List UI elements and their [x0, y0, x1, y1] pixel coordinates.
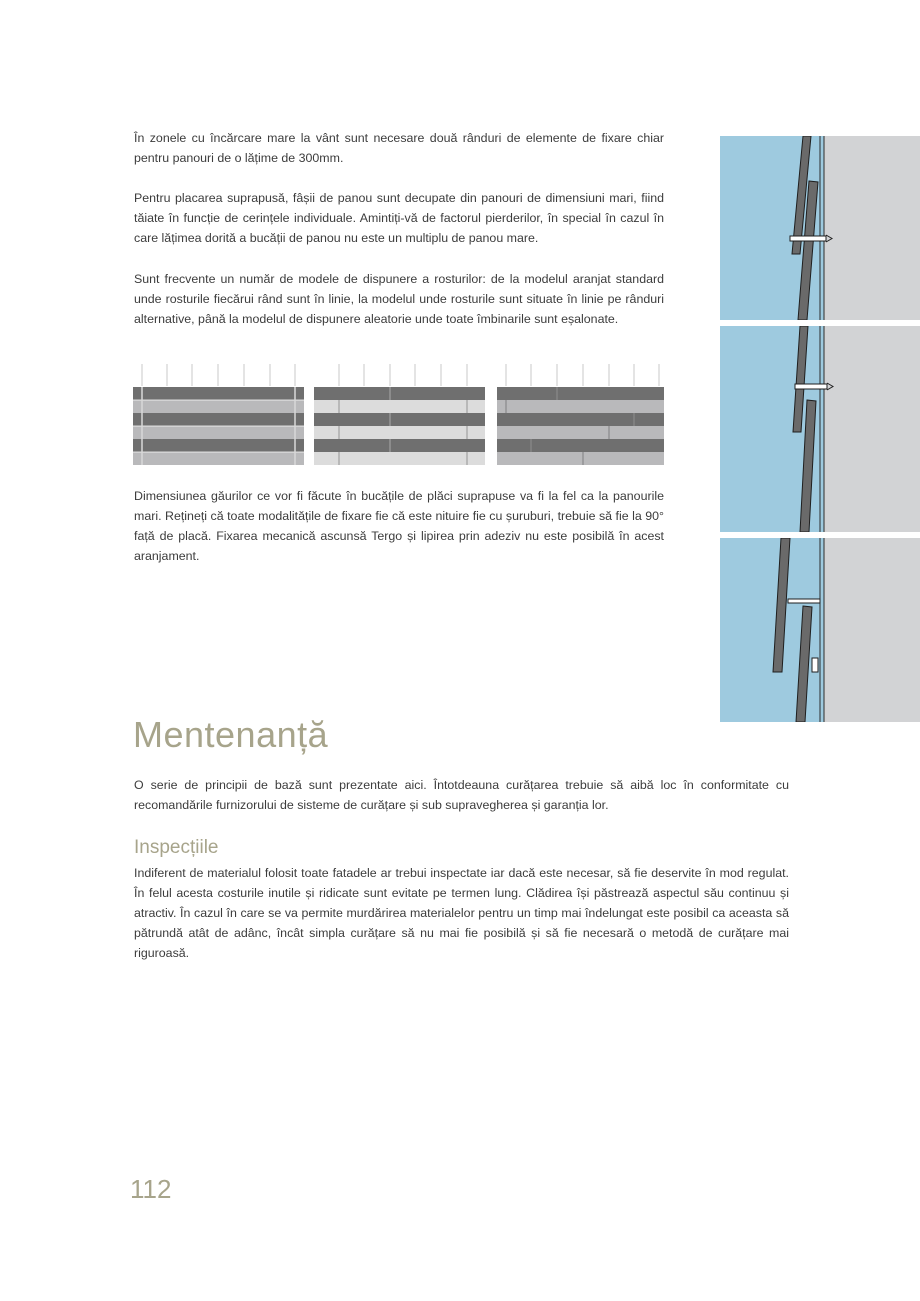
- random-joint-pattern-figure: [497, 360, 665, 468]
- maintenance-intro-paragraph: O serie de principii de bază sunt prezentate aici. Întotdeauna curățarea trebuie să aibă loc în conformitate cu recomandările furnizorului de sisteme de curățare și sub supravegherea și garanția lor.: [134, 778, 789, 812]
- fixing-detail-figure-3: [720, 538, 920, 722]
- holes-paragraph: Dimensiunea găurilor ce vor fi făcute în bucățile de plăci suprapuse va fi la fel ca la panourile mari. Rețineți că toate modalitățile de fixare fie că este nituire fie cu șuruburi, trebuie să fie la 90° față de placă. Fixarea mecanică ascunsă Tergo și lipirea prin adeziv nu este posibilă în acest aranjament.: [134, 489, 664, 563]
- inspections-paragraph: Indiferent de materialul folosit toate fatadele ar trebui inspectate iar dacă este necesar, să fie deservite în mod regulat. În felul acesta costurile inutile și ridicate sunt evitate pe termen lung. Clădirea își păstrează aspectul său continuu și atractiv. În cazul în care se va permite murdărirea materialelor pentru un timp mai îndelungat este posibil ca aceasta să pătrundă atât de adânc, încât simpla curățare să nu mai fie posibilă și să fie necesară o metodă de curățare mai riguroasă.: [134, 866, 789, 960]
- fixing-detail-figure-1: [720, 136, 920, 320]
- page-number: 112: [130, 1174, 172, 1204]
- standard-joint-pattern-figure: [133, 360, 305, 468]
- fixing-detail-figure-2: [720, 326, 920, 532]
- inspections-heading: Inspecțiile: [134, 837, 219, 858]
- wind-zones-paragraph: În zonele cu încărcare mare la vânt sunt necesare două rânduri de elemente de fixare chiar pentru panouri de o lățime de 300mm.: [134, 131, 664, 165]
- alternate-joint-pattern-figure: [314, 360, 486, 468]
- joint-models-paragraph: Sunt frecvente un număr de modele de dispunere a rosturilor: de la modelul aranjat standard unde rosturile fiecărui rând sunt în linie, la modelul unde rosturile sunt situate în linie pe rânduri alternative, până la modelul de dispunere aleatorie unde toate îmbinarile sunt eșalonate.: [134, 272, 664, 326]
- maintenance-heading: Mentenanță: [133, 714, 329, 755]
- overlap-cladding-paragraph: Pentru placarea suprapusă, fâșii de panou sunt decupate din panouri de dimensiuni mari, fiind tăiate în funcție de cerințele individuale. Amintiți-vă de factorul pierderilor, în special în cazul în care lățimea dorită a bucății de panou nu este un multiplu de panou mare.: [134, 191, 664, 245]
